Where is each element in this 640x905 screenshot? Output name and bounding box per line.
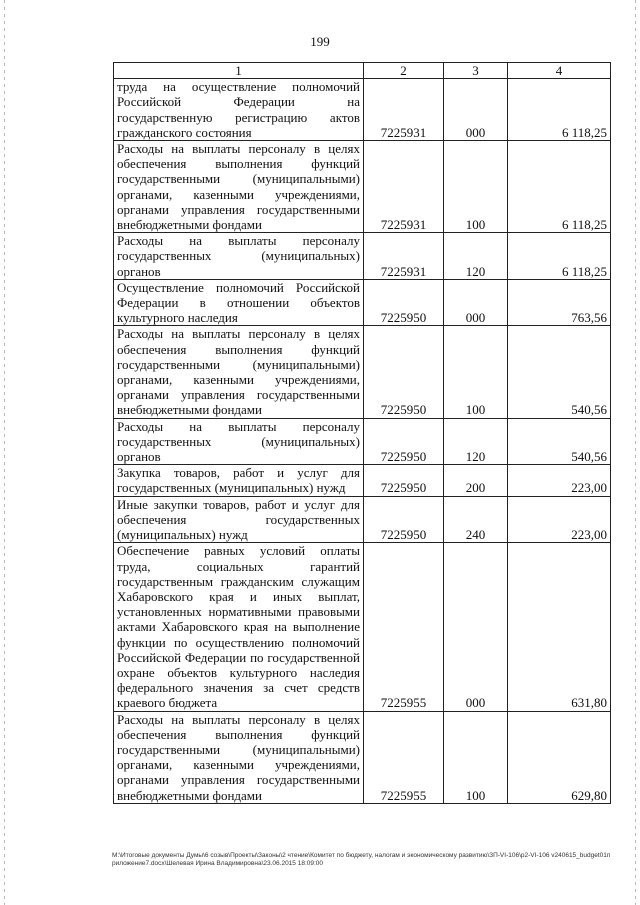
row-expense-type: 000 — [444, 79, 508, 141]
row-target-code: 7225950 — [364, 279, 444, 326]
header-col-1: 1 — [114, 63, 364, 79]
row-target-code: 7225950 — [364, 496, 444, 543]
row-expense-type: 100 — [444, 711, 508, 803]
row-amount: 631,80 — [508, 543, 611, 711]
budget-table — [113, 62, 611, 804]
row-amount: 223,00 — [508, 465, 611, 496]
row-target-code: 7225950 — [364, 465, 444, 496]
row-description: Закупка товаров, работ и услуг для государственных (муниципальных) нужд — [114, 465, 364, 496]
table-row — [114, 279, 611, 326]
row-description: Обеспечение равных условий оплаты труда, социальных гарантий государственным гражданским служащим Хабаровского края и иных выплат, установленных нормативными правовыми актами Хабаровского края на выполнение функции по осуществлению полномочий Российской Федерации по государственной охране объектов культурного наследия федерального значения за счет средств краевого бюджета — [114, 543, 364, 711]
header-col-2: 2 — [364, 63, 444, 79]
table-row — [114, 711, 611, 803]
row-description: Иные закупки товаров, работ и услуг для обеспечения государственных (муниципальных) нужд — [114, 496, 364, 543]
row-expense-type: 120 — [444, 418, 508, 465]
table-row — [114, 326, 611, 418]
table-body — [114, 79, 611, 804]
table-row — [114, 496, 611, 543]
row-amount: 6 118,25 — [508, 233, 611, 280]
row-amount: 6 118,25 — [508, 79, 611, 141]
scan-edge-right — [635, 0, 636, 905]
row-target-code: 7225950 — [364, 418, 444, 465]
row-target-code: 7225931 — [364, 233, 444, 280]
scan-edge-left — [4, 0, 5, 905]
row-amount: 540,56 — [508, 418, 611, 465]
row-amount: 6 118,25 — [508, 141, 611, 233]
row-amount: 629,80 — [508, 711, 611, 803]
row-description: Расходы на выплаты персоналу в целях обеспечения выполнения функций государственными (муниципальными) органами, казенными учреждениями, органами управления государственными внебюджетными фондами — [114, 711, 364, 803]
row-expense-type: 000 — [444, 279, 508, 326]
row-target-code: 7225955 — [364, 711, 444, 803]
page-number: 199 — [310, 34, 330, 49]
row-target-code: 7225931 — [364, 79, 444, 141]
row-amount: 223,00 — [508, 496, 611, 543]
row-description: Расходы на выплаты персоналу в целях обеспечения выполнения функций государственными (муниципальными) органами, казенными учреждениями, органами управления государственными внебюджетными фондами — [114, 141, 364, 233]
row-amount: 540,56 — [508, 326, 611, 418]
row-description: труда на осуществление полномочий Российской Федерации на государственную регистрацию актов гражданского состояния — [114, 79, 364, 141]
row-target-code: 7225931 — [364, 141, 444, 233]
row-target-code: 7225950 — [364, 326, 444, 418]
row-description: Расходы на выплаты персоналу государственных (муниципальных) органов — [114, 233, 364, 280]
file-path-footer: M:\Итоговые документы Думы\6 созыв\Проекты\Законы\2 чтение\Комитет по бюджету, налогам и экономическому развитию\ЗП-VI-106\р2-VI-106 v240615_budget01приложение7.docx\Шелевая Ирина Владимировна\23.06.2015 18:09:00 — [112, 852, 611, 867]
table-row — [114, 141, 611, 233]
row-amount: 763,56 — [508, 279, 611, 326]
header-col-3: 3 — [444, 63, 508, 79]
row-expense-type: 000 — [444, 543, 508, 711]
table-header-row — [114, 63, 611, 79]
row-expense-type: 100 — [444, 326, 508, 418]
row-expense-type: 240 — [444, 496, 508, 543]
table-row — [114, 465, 611, 496]
row-description: Расходы на выплаты персоналу в целях обеспечения выполнения функций государственными (муниципальными) органами, казенными учреждениями, органами управления государственными внебюджетными фондами — [114, 326, 364, 418]
table-row — [114, 79, 611, 141]
row-description: Расходы на выплаты персоналу государственных (муниципальных) органов — [114, 418, 364, 465]
table-row — [114, 418, 611, 465]
row-expense-type: 120 — [444, 233, 508, 280]
row-expense-type: 100 — [444, 141, 508, 233]
row-target-code: 7225955 — [364, 543, 444, 711]
row-description: Осуществление полномочий Российской Федерации в отношении объектов культурного наследия — [114, 279, 364, 326]
row-expense-type: 200 — [444, 465, 508, 496]
header-col-4: 4 — [508, 63, 611, 79]
table-row — [114, 233, 611, 280]
table-row — [114, 543, 611, 711]
